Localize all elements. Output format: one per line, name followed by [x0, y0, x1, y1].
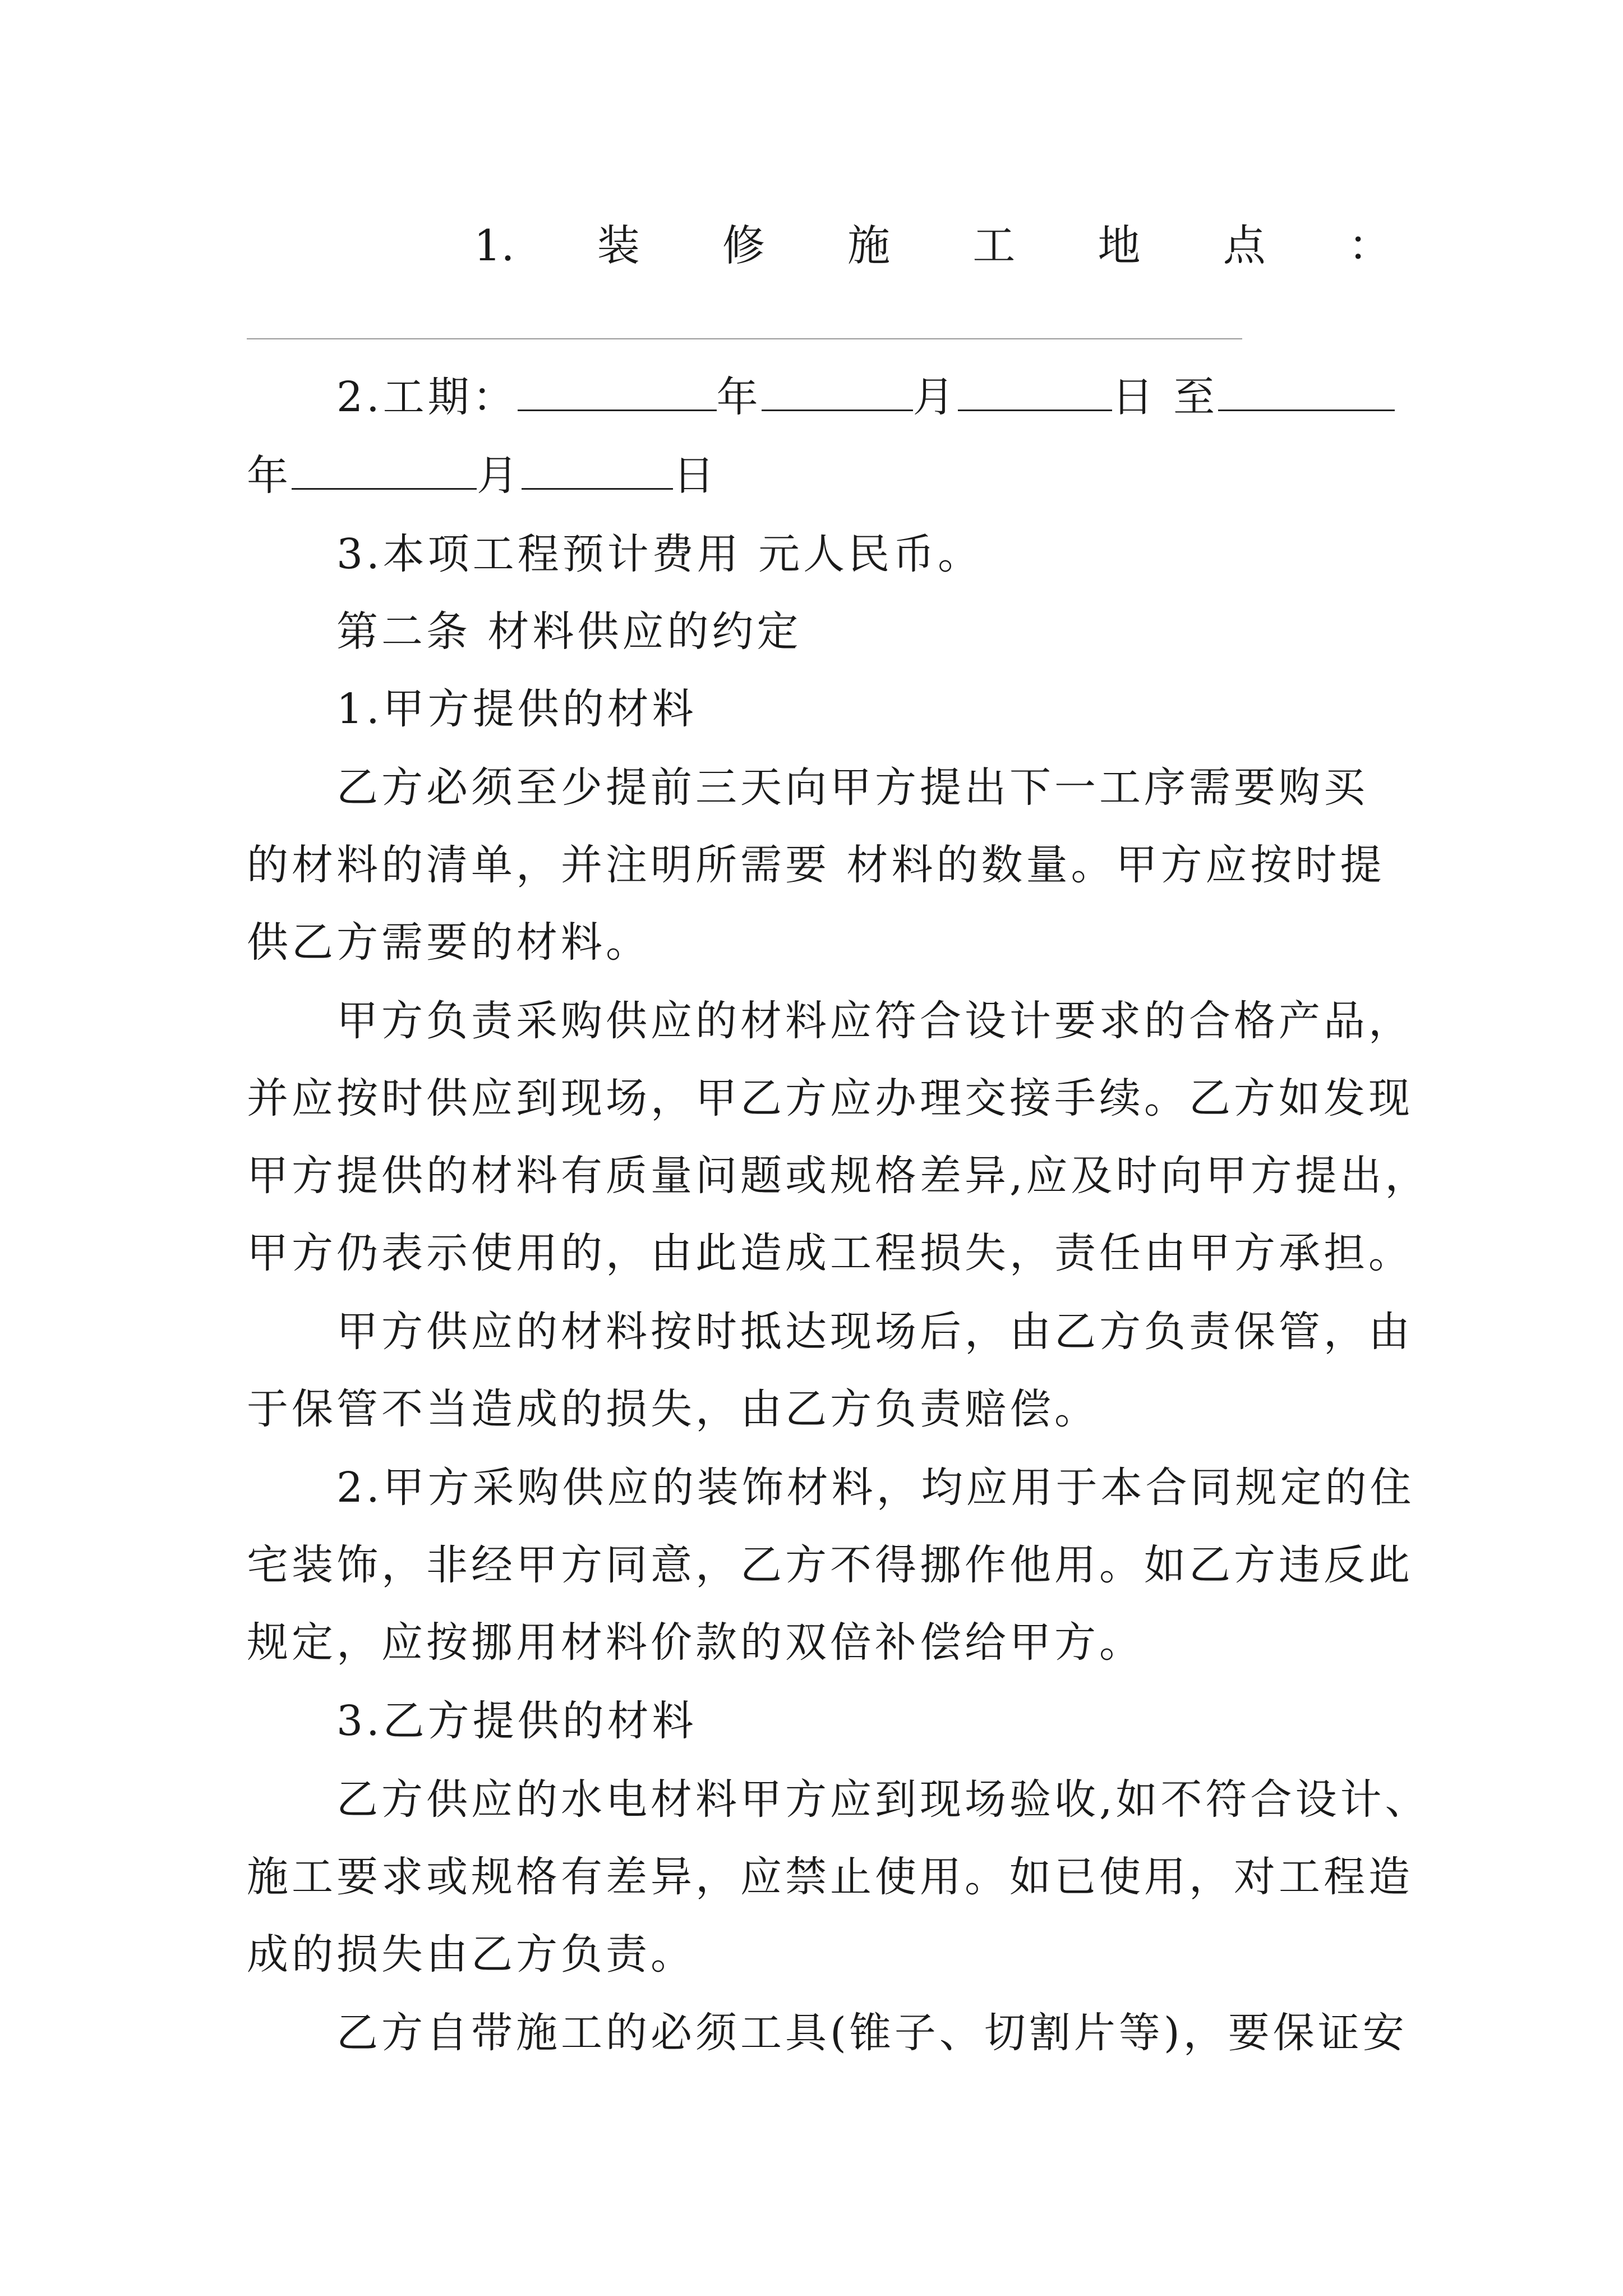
blank-field — [762, 374, 913, 411]
blank-field — [1218, 374, 1395, 411]
paragraph-line: 施工要求或规格有差异，应禁止使用。如已使用，对工程造 — [247, 1853, 1413, 1901]
section-title — [474, 219, 1391, 273]
paragraph-line: 乙方供应的水电材料甲方应到现场验收,如不符合设计、 — [336, 1775, 1430, 1824]
paragraph-line: 3.本项工程预计费用 元人民币。 — [336, 530, 983, 578]
title-char: ： — [1348, 220, 1391, 270]
month-label: 月 — [912, 373, 958, 421]
section-heading: 第二条 材料供应的约定 — [336, 608, 802, 656]
title-char: 装 — [597, 220, 640, 270]
paragraph-line: 规定，应按挪用材料价款的双倍补偿给甲方。 — [247, 1618, 1144, 1667]
paragraph-line: 乙方自带施工的必须工具(锥子、切割片等)，要保证安 — [336, 2009, 1408, 2057]
paragraph-line: 于保管不当造成的损失，由乙方负责赔偿。 — [247, 1385, 1099, 1433]
title-number: 1. — [474, 220, 515, 270]
paragraph-line: 并应按时供应到现场，甲乙方应办理交接手续。乙方如发现 — [247, 1074, 1413, 1122]
year-label: 年 — [716, 373, 762, 421]
blank-field — [292, 452, 477, 490]
day-label: 日 — [1112, 373, 1157, 421]
blank-field — [958, 374, 1112, 411]
to-label: 至 — [1173, 373, 1219, 421]
paragraph-line: 甲方提供的材料有质量问题或规格差异,应及时向甲方提出， — [247, 1152, 1430, 1200]
title-char: 工 — [972, 220, 1016, 270]
paragraph-line: 的材料的清单，并注明所需要 材料的数量。甲方应按时提 — [247, 841, 1385, 889]
paragraph-line: 供乙方需要的材料。 — [247, 918, 651, 967]
title-char: 施 — [847, 220, 891, 270]
paragraph-line: 成的损失由乙方负责。 — [247, 1930, 695, 1978]
subsection-heading: 1.甲方提供的材料 — [336, 685, 697, 733]
month-label: 月 — [477, 452, 522, 500]
title-char: 点 — [1223, 220, 1266, 270]
day-label: 日 — [673, 452, 718, 500]
blank-field — [522, 452, 673, 490]
paragraph-line: 甲方仍表示使用的，由此造成工程损失，责任由甲方承担。 — [247, 1229, 1413, 1277]
paragraph-line: 2.甲方采购供应的装饰材料，均应用于本合同规定的住 — [336, 1464, 1415, 1512]
title-char: 地 — [1098, 220, 1141, 270]
schedule-line-1 — [336, 370, 1481, 424]
year-label: 年 — [247, 452, 292, 500]
schedule-line-2 — [247, 449, 1391, 503]
address-blank-line — [247, 338, 1242, 339]
subsection-heading: 3.乙方提供的材料 — [336, 1697, 697, 1745]
title-char: 修 — [722, 220, 765, 270]
paragraph-line: 甲方负责采购供应的材料应符合设计要求的合格产品， — [336, 997, 1413, 1045]
paragraph-line: 乙方必须至少提前三天向甲方提出下一工序需要购买 — [336, 763, 1368, 812]
schedule-label: 2.工期： — [336, 373, 518, 421]
blank-field — [518, 374, 717, 411]
paragraph-line: 甲方供应的材料按时抵达现场后，由乙方负责保管，由 — [336, 1308, 1413, 1356]
paragraph-line: 宅装饰，非经甲方同意，乙方不得挪作他用。如乙方违反此 — [247, 1541, 1413, 1589]
